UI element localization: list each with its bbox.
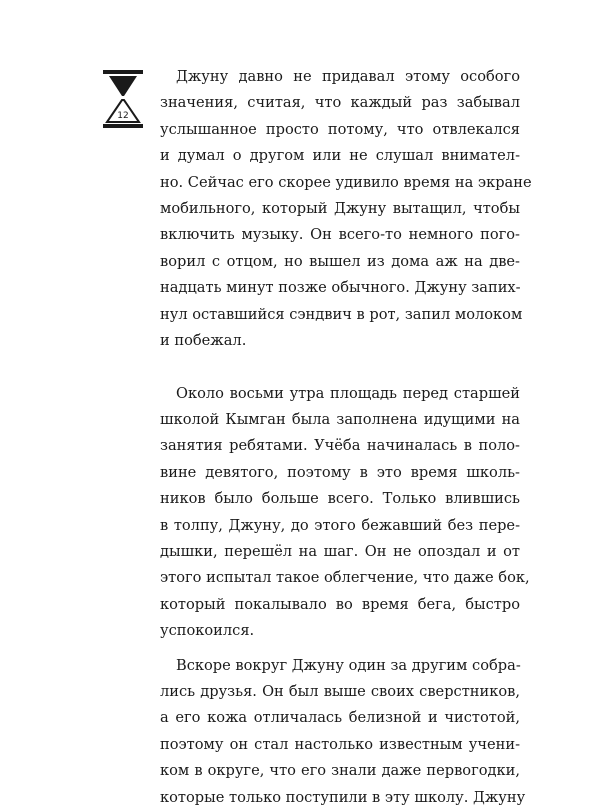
- page-number: 12: [117, 111, 129, 121]
- text-line: и думал о другом или не слушал внимател-: [160, 147, 520, 165]
- hourglass-page-marker: [101, 70, 145, 128]
- text-line: поэтому он стал настолько известным учени-: [160, 735, 520, 753]
- text-line: надцать минут позже обычного. Джуну запих-: [160, 279, 521, 297]
- text-line: лись друзья. Он был выше своих сверстников,: [160, 682, 520, 700]
- body-text: [160, 64, 532, 811]
- text-line: услышанное просто потому, что отвлекался: [160, 120, 520, 138]
- text-line: мобильного, который Джуну вытащил, чтобы: [160, 199, 520, 217]
- text-line: Вскоре вокруг Джуну один за другим собра-: [176, 656, 521, 674]
- paragraph-3: [160, 653, 526, 811]
- text-line: но. Сейчас его скорее удивило время на экране: [160, 173, 532, 191]
- hourglass-icon: [101, 70, 145, 128]
- paragraph-gap: [160, 354, 520, 380]
- text-line: включить музыку. Он всего-то немного пого-: [160, 226, 520, 244]
- text-line: ком в округе, что его знали даже первогодки,: [160, 762, 520, 780]
- paragraph-1: [160, 64, 532, 354]
- text-line: в толпу, Джуну, до этого бежавший без пере-: [160, 516, 520, 534]
- text-line: школой Кымган была заполнена идущими на: [160, 411, 520, 429]
- text-line: успокоился.: [160, 622, 255, 640]
- paragraph-2: [160, 381, 530, 645]
- text-line: Джуну давно не придавал этому особого: [176, 68, 520, 85]
- text-line: этого испытал такое облегчение, что даже бок,: [160, 569, 530, 587]
- text-line: ников было больше всего. Только влившись: [160, 490, 520, 508]
- text-line: нул оставшийся сэндвич в рот, запил молоком: [160, 305, 523, 323]
- text-line: и побежал.: [160, 331, 247, 349]
- text-line: ворил с отцом, но вышел из дома аж на две-: [160, 252, 520, 270]
- text-line: вине девятого, поэтому в это время школь-: [160, 463, 520, 481]
- text-line: Около восьми утра площадь перед старшей: [176, 384, 520, 402]
- text-line: дышки, перешёл на шаг. Он не опоздал и от: [160, 543, 520, 561]
- text-line: а его кожа отличалась белизной и чистотой,: [160, 709, 520, 727]
- text-line: значения, считая, что каждый раз забывал: [160, 94, 520, 112]
- text-line: занятия ребятами. Учёба начиналась в поло-: [160, 437, 520, 455]
- text-line: который покалывало во время бега, быстро: [160, 595, 520, 613]
- text-line: которые только поступили в эту школу. Джуну: [160, 788, 526, 806]
